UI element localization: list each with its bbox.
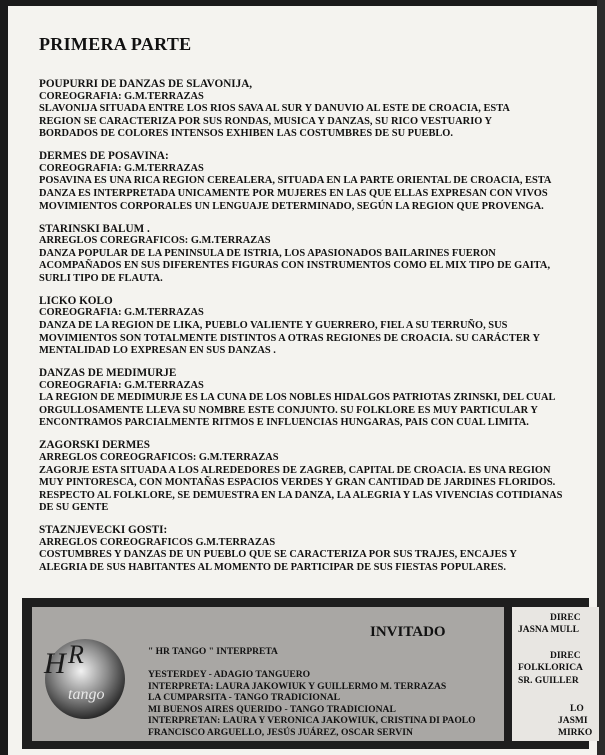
- credit-line: JASMI: [558, 716, 588, 726]
- section-text-line: ACOMPAÑADOS EN SUS DIFERENTES FIGURAS CON INSTRUMENTOS COMO EL MIX TIPO DE GAITA,: [39, 260, 551, 272]
- guest-interpreta: " HR TANGO " INTERPRETA: [148, 647, 278, 657]
- repertoire-line: INTERPRETA: LAURA JAKOWIUK Y GUILLERMO M. TERRAZAS: [148, 680, 447, 692]
- section-credit: COREOGRAFIA: G.M.TERRAZAS: [39, 307, 204, 319]
- section-credit: ARREGLOS COREOGRAFICOS: G.M.TERRAZAS: [39, 451, 279, 463]
- credit-line: FOLKLORICA: [518, 663, 583, 673]
- section-text-line: MOVIMIENTOS CORPORALES UN LENGUAJE DETERMINADO, SEGÚN LA REGION QUE PROVENGA.: [39, 200, 544, 212]
- section-text-line: ENCONTRAMOS PARCIALMENTE RITMOS E INFLUENCIAS HUNGARAS, PAIS CON CUAL LIMITA.: [39, 417, 529, 429]
- credit-line: JASNA MULL: [518, 625, 579, 635]
- credit-line: SR. GUILLER: [518, 676, 579, 686]
- program-section: [39, 524, 597, 574]
- section-title: ZAGORSKI DERMES: [39, 439, 150, 452]
- program-section: [39, 439, 597, 515]
- guest-heading: INVITADO: [370, 624, 446, 640]
- credit-line: MIRKO: [558, 728, 593, 738]
- section-text-line: MUY PINTORESCA, CON MONTAÑAS ESPACIOS VERDES Y GRAN CANTIDAD DE JARDINES FLORIDOS.: [39, 477, 556, 489]
- section-credit: COREOGRAFIA: G.M.TERRAZAS: [39, 162, 204, 174]
- section-text-line: RESPECTO AL FOLKLORE, SE DEMUESTRA EN LA DANZA, LA ALEGRIA Y LAS VIVENCIAS COTIDIANAS: [39, 489, 563, 501]
- guest-panel: [32, 607, 504, 741]
- section-credit: COREOGRAFIA: G.M.TERRAZAS: [39, 90, 204, 102]
- section-text-line: MENTALIDAD LO EXPRESAN EN SUS DANZAS .: [39, 345, 276, 357]
- section-text-line: REGION SE CARACTERIZA POR SUS RONDAS, MUSICA Y DANZAS, SU RICO VESTUARIO Y: [39, 115, 493, 127]
- repertoire-line: FRANCISCO ARGUELLO, JESÚS JUÁREZ, OSCAR SERVIN: [148, 726, 413, 738]
- logo-text: tango: [68, 686, 105, 703]
- repertoire-line: MI BUENOS AIRES QUERIDO - TANGO TRADICIONAL: [148, 703, 396, 715]
- section-text-line: POSAVINA ES UNA RICA REGION CEREALERA, SITUADA EN LA PARTE ORIENTAL DE CROACIA, ESTA: [39, 175, 552, 187]
- section-text-line: DANZA ES INTERPRETADA UNICAMENTE POR MUJERES EN LAS QUE ELLAS EXPRESAN CON VIVOS: [39, 188, 548, 200]
- program-section: [39, 295, 597, 358]
- section-credit: COREOGRAFIA: G.M.TERRAZAS: [39, 379, 204, 391]
- section-text-line: MOVIMIENTOS SON TOTALMENTE DISTINTOS A OTRAS REGIONES DE CROACIA. SU CARÁCTER Y: [39, 332, 540, 344]
- program-section: [39, 223, 597, 286]
- section-credit: ARREGLOS COREGRAFICOS: G.M.TERRAZAS: [39, 235, 271, 247]
- svg-text:R: R: [68, 640, 84, 669]
- section-text-line: SURLI TIPO DE FLAUTA.: [39, 272, 163, 284]
- credit-line: LO: [570, 704, 584, 714]
- section-title: STARINSKI BALUM .: [39, 222, 150, 235]
- repertoire-line: INTERPRETAN: LAURA Y VERONICA JAKOWIUK, CRISTINA DI PAOLO: [148, 715, 476, 726]
- section-title: STAZNJEVECKI GOSTI:: [39, 524, 168, 537]
- guest-repertoire: [148, 669, 476, 738]
- repertoire-line: YESTERDEY - ADAGIO TANGUERO: [148, 669, 311, 680]
- section-text-line: ALEGRIA DE SUS HABITANTES AL MOMENTO DE PARTICIPAR DE SUS FIESTAS POPULARES.: [39, 561, 506, 573]
- section-title: DANZAS DE MEDIMURJE: [39, 367, 177, 380]
- repertoire-line: LA CUMPARSITA - TANGO TRADICIONAL: [148, 692, 341, 703]
- section-text-line: BORDADOS DE COLORES INTENSOS EXHIBEN LAS COSTUMBRES DE SU PUEBLO.: [39, 128, 453, 140]
- guest-band: [22, 598, 593, 749]
- section-title: POUPURRI DE DANZAS DE SLAVONIJA,: [39, 78, 253, 90]
- program-section: [39, 367, 597, 430]
- credit-line: DIREC: [550, 613, 581, 623]
- section-title: LICKO KOLO: [39, 294, 113, 307]
- page-title: PRIMERA PARTE: [39, 34, 192, 54]
- section-text-line: ORGULLOSAMENTE LLEVA SU NOMBRE ESTE CONJUNTO. SU FOLKLORE ES MUY PARTICULAR Y: [39, 404, 538, 416]
- svg-text:H: H: [44, 647, 66, 680]
- section-title: DERMES DE POSAVINA:: [39, 150, 169, 163]
- section-text-line: DANZA POPULAR DE LA PENINSULA DE ISTRIA, LOS APASIONADOS BAILARINES FUERON: [39, 247, 496, 259]
- program-list: [39, 78, 597, 584]
- section-text-line: SLAVONIJA SITUADA ENTRE LOS RIOS SAVA AL SUR Y DANUVIO AL ESTE DE CROACIA, ESTA: [39, 103, 510, 115]
- section-text-line: LA REGION DE MEDIMURJE ES LA CUNA DE LOS NOBLES HIDALGOS PATRIOTAS ZRINSKI, DEL CUAL: [39, 392, 556, 404]
- section-text-line: ZAGORJE ESTA SITUADA A LOS ALREDEDORES DE ZAGREB, CAPITAL DE CROACIA. ES UNA REGION: [39, 464, 551, 476]
- section-credit: ARREGLOS COREOGRAFICOS G.M.TERRAZAS: [39, 536, 276, 548]
- section-text-line: DE SU GENTE: [39, 502, 109, 514]
- hr-tango-logo: [38, 629, 132, 723]
- director-credits: [512, 607, 599, 741]
- section-text-line: DANZA DE LA REGION DE LIKA, PUEBLO VALIENTE Y GUERRERO, FIEL A SU TERRUÑO, SUS: [39, 319, 508, 331]
- program-section: [39, 78, 597, 141]
- program-section: [39, 150, 597, 213]
- section-text-line: COSTUMBRES Y DANZAS DE UN PUEBLO QUE SE CARACTERIZA POR SUS TRAJES, ENCAJES Y: [39, 549, 517, 561]
- credit-line: DIREC: [550, 651, 581, 661]
